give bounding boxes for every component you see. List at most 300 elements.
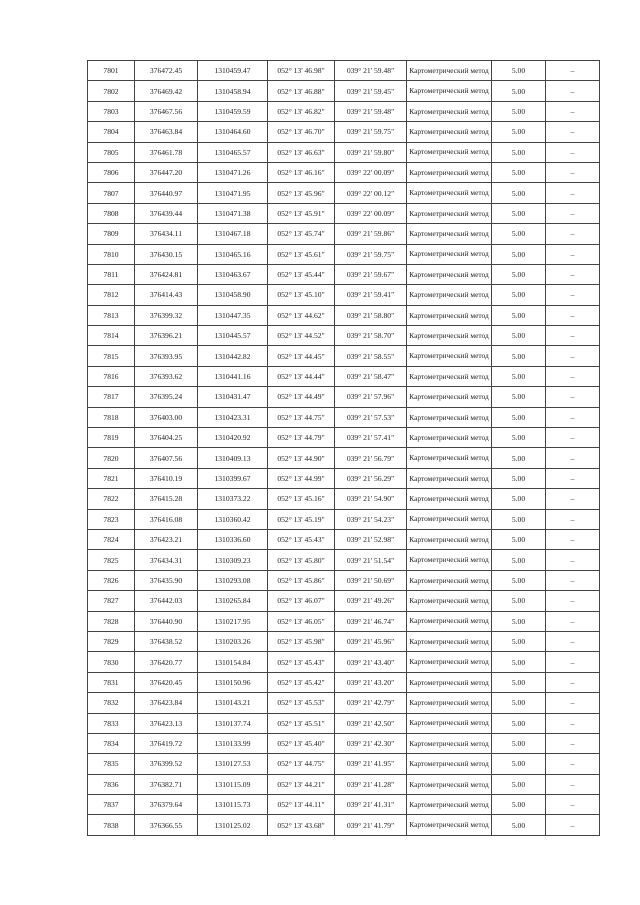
x-coordinate-cell: 376366.55	[135, 815, 198, 835]
method-cell: Картометрический метод	[407, 733, 492, 753]
latitude-cell: 052° 13' 44.11"	[268, 795, 335, 815]
latitude-cell: 052° 13' 45.74"	[268, 224, 335, 244]
y-coordinate-cell: 1310431.47	[198, 387, 268, 407]
accuracy-cell: 5.00	[492, 183, 546, 203]
method-cell: Картометрический метод	[407, 428, 492, 448]
y-coordinate-cell: 1310265.84	[198, 591, 268, 611]
point-number-cell: 7802	[88, 81, 135, 101]
longitude-cell: 039° 21' 57.96"	[335, 387, 407, 407]
point-number-cell: 7813	[88, 305, 135, 325]
longitude-cell: 039° 21' 59.48"	[335, 61, 407, 81]
latitude-cell: 052° 13' 46.16"	[268, 162, 335, 182]
point-number-cell: 7830	[88, 652, 135, 672]
table-row	[88, 468, 600, 488]
table-row	[88, 591, 600, 611]
table-row	[88, 529, 600, 549]
table-row	[88, 81, 600, 101]
table-row	[88, 366, 600, 386]
y-coordinate-cell: 1310458.90	[198, 285, 268, 305]
accuracy-cell: 5.00	[492, 285, 546, 305]
y-coordinate-cell: 1310133.99	[198, 733, 268, 753]
note-cell: –	[546, 305, 600, 325]
y-coordinate-cell: 1310127.53	[198, 754, 268, 774]
latitude-cell: 052° 13' 46.05"	[268, 611, 335, 631]
x-coordinate-cell: 376403.00	[135, 407, 198, 427]
table-row	[88, 774, 600, 794]
note-cell: –	[546, 448, 600, 468]
x-coordinate-cell: 376434.31	[135, 550, 198, 570]
note-cell: –	[546, 428, 600, 448]
longitude-cell: 039° 21' 59.67"	[335, 264, 407, 284]
latitude-cell: 052° 13' 45.80"	[268, 550, 335, 570]
accuracy-cell: 5.00	[492, 101, 546, 121]
method-cell: Картометрический метод	[407, 162, 492, 182]
latitude-cell: 052° 13' 46.63"	[268, 142, 335, 162]
latitude-cell: 052° 13' 44.45"	[268, 346, 335, 366]
y-coordinate-cell: 1310336.60	[198, 529, 268, 549]
note-cell: –	[546, 611, 600, 631]
x-coordinate-cell: 376461.78	[135, 142, 198, 162]
point-number-cell: 7809	[88, 224, 135, 244]
x-coordinate-cell: 376382.71	[135, 774, 198, 794]
table-row	[88, 672, 600, 692]
note-cell: –	[546, 591, 600, 611]
x-coordinate-cell: 376420.45	[135, 672, 198, 692]
x-coordinate-cell: 376415.28	[135, 489, 198, 509]
note-cell: –	[546, 550, 600, 570]
note-cell: –	[546, 407, 600, 427]
latitude-cell: 052° 13' 46.70"	[268, 122, 335, 142]
y-coordinate-cell: 1310445.57	[198, 326, 268, 346]
accuracy-cell: 5.00	[492, 407, 546, 427]
note-cell: –	[546, 122, 600, 142]
longitude-cell: 039° 21' 46.74"	[335, 611, 407, 631]
table-row	[88, 713, 600, 733]
method-cell: Картометрический метод	[407, 550, 492, 570]
y-coordinate-cell: 1310464.60	[198, 122, 268, 142]
method-cell: Картометрический метод	[407, 122, 492, 142]
note-cell: –	[546, 101, 600, 121]
method-cell: Картометрический метод	[407, 142, 492, 162]
table-row	[88, 407, 600, 427]
point-number-cell: 7805	[88, 142, 135, 162]
note-cell: –	[546, 509, 600, 529]
latitude-cell: 052° 13' 45.61"	[268, 244, 335, 264]
table-row	[88, 224, 600, 244]
x-coordinate-cell: 376395.24	[135, 387, 198, 407]
latitude-cell: 052° 13' 45.86"	[268, 570, 335, 590]
point-number-cell: 7837	[88, 795, 135, 815]
note-cell: –	[546, 326, 600, 346]
accuracy-cell: 5.00	[492, 448, 546, 468]
method-cell: Картометрический метод	[407, 244, 492, 264]
latitude-cell: 052° 13' 45.51"	[268, 713, 335, 733]
method-cell: Картометрический метод	[407, 326, 492, 346]
point-number-cell: 7804	[88, 122, 135, 142]
method-cell: Картометрический метод	[407, 264, 492, 284]
point-number-cell: 7808	[88, 203, 135, 223]
note-cell: –	[546, 672, 600, 692]
point-number-cell: 7834	[88, 733, 135, 753]
accuracy-cell: 5.00	[492, 387, 546, 407]
longitude-cell: 039° 22' 00.12"	[335, 183, 407, 203]
note-cell: –	[546, 733, 600, 753]
y-coordinate-cell: 1310447.35	[198, 305, 268, 325]
latitude-cell: 052° 13' 45.10"	[268, 285, 335, 305]
y-coordinate-cell: 1310154.84	[198, 652, 268, 672]
x-coordinate-cell: 376467.56	[135, 101, 198, 121]
x-coordinate-cell: 376379.64	[135, 795, 198, 815]
latitude-cell: 052° 13' 43.68"	[268, 815, 335, 835]
accuracy-cell: 5.00	[492, 795, 546, 815]
table-row	[88, 652, 600, 672]
longitude-cell: 039° 21' 43.40"	[335, 652, 407, 672]
latitude-cell: 052° 13' 44.44"	[268, 366, 335, 386]
table-row	[88, 101, 600, 121]
note-cell: –	[546, 224, 600, 244]
method-cell: Картометрический метод	[407, 285, 492, 305]
x-coordinate-cell: 376438.52	[135, 631, 198, 651]
method-cell: Картометрический метод	[407, 509, 492, 529]
table-row	[88, 244, 600, 264]
accuracy-cell: 5.00	[492, 142, 546, 162]
accuracy-cell: 5.00	[492, 570, 546, 590]
accuracy-cell: 5.00	[492, 693, 546, 713]
accuracy-cell: 5.00	[492, 346, 546, 366]
note-cell: –	[546, 366, 600, 386]
accuracy-cell: 5.00	[492, 631, 546, 651]
method-cell: Картометрический метод	[407, 754, 492, 774]
longitude-cell: 039° 21' 59.41"	[335, 285, 407, 305]
x-coordinate-cell: 376414.43	[135, 285, 198, 305]
longitude-cell: 039° 21' 59.75"	[335, 122, 407, 142]
latitude-cell: 052° 13' 45.42"	[268, 672, 335, 692]
note-cell: –	[546, 713, 600, 733]
method-cell: Картометрический метод	[407, 795, 492, 815]
accuracy-cell: 5.00	[492, 489, 546, 509]
method-cell: Картометрический метод	[407, 529, 492, 549]
x-coordinate-cell: 376469.42	[135, 81, 198, 101]
longitude-cell: 039° 21' 59.86"	[335, 224, 407, 244]
longitude-cell: 039° 21' 52.98"	[335, 529, 407, 549]
longitude-cell: 039° 21' 58.70"	[335, 326, 407, 346]
y-coordinate-cell: 1310442.82	[198, 346, 268, 366]
x-coordinate-cell: 376435.90	[135, 570, 198, 590]
latitude-cell: 052° 13' 46.88"	[268, 81, 335, 101]
note-cell: –	[546, 693, 600, 713]
longitude-cell: 039° 21' 41.28"	[335, 774, 407, 794]
table-row	[88, 122, 600, 142]
note-cell: –	[546, 815, 600, 835]
longitude-cell: 039° 22' 00.09"	[335, 203, 407, 223]
longitude-cell: 039° 21' 59.75"	[335, 244, 407, 264]
table-row	[88, 285, 600, 305]
latitude-cell: 052° 13' 45.44"	[268, 264, 335, 284]
y-coordinate-cell: 1310360.42	[198, 509, 268, 529]
longitude-cell: 039° 21' 56.29"	[335, 468, 407, 488]
longitude-cell: 039° 21' 41.95"	[335, 754, 407, 774]
longitude-cell: 039° 21' 42.50"	[335, 713, 407, 733]
accuracy-cell: 5.00	[492, 611, 546, 631]
point-number-cell: 7832	[88, 693, 135, 713]
x-coordinate-cell: 376420.77	[135, 652, 198, 672]
point-number-cell: 7806	[88, 162, 135, 182]
method-cell: Картометрический метод	[407, 652, 492, 672]
note-cell: –	[546, 203, 600, 223]
y-coordinate-cell: 1310115.73	[198, 795, 268, 815]
note-cell: –	[546, 631, 600, 651]
method-cell: Картометрический метод	[407, 203, 492, 223]
point-number-cell: 7827	[88, 591, 135, 611]
table-row	[88, 61, 600, 81]
point-number-cell: 7818	[88, 407, 135, 427]
point-number-cell: 7819	[88, 428, 135, 448]
note-cell: –	[546, 529, 600, 549]
note-cell: –	[546, 387, 600, 407]
y-coordinate-cell: 1310459.47	[198, 61, 268, 81]
table-row	[88, 183, 600, 203]
point-number-cell: 7817	[88, 387, 135, 407]
table-row	[88, 550, 600, 570]
note-cell: –	[546, 183, 600, 203]
x-coordinate-cell: 376447.20	[135, 162, 198, 182]
y-coordinate-cell: 1310399.67	[198, 468, 268, 488]
accuracy-cell: 5.00	[492, 61, 546, 81]
table-row	[88, 631, 600, 651]
table-row	[88, 305, 600, 325]
note-cell: –	[546, 81, 600, 101]
point-number-cell: 7836	[88, 774, 135, 794]
x-coordinate-cell: 376440.90	[135, 611, 198, 631]
latitude-cell: 052° 13' 44.62"	[268, 305, 335, 325]
x-coordinate-cell: 376419.72	[135, 733, 198, 753]
longitude-cell: 039° 21' 59.45"	[335, 81, 407, 101]
note-cell: –	[546, 652, 600, 672]
method-cell: Картометрический метод	[407, 611, 492, 631]
accuracy-cell: 5.00	[492, 264, 546, 284]
table-row	[88, 733, 600, 753]
longitude-cell: 039° 21' 49.26"	[335, 591, 407, 611]
note-cell: –	[546, 570, 600, 590]
table-row	[88, 795, 600, 815]
method-cell: Картометрический метод	[407, 346, 492, 366]
y-coordinate-cell: 1310458.94	[198, 81, 268, 101]
x-coordinate-cell: 376472.45	[135, 61, 198, 81]
note-cell: –	[546, 61, 600, 81]
x-coordinate-cell: 376416.08	[135, 509, 198, 529]
note-cell: –	[546, 162, 600, 182]
x-coordinate-cell: 376440.97	[135, 183, 198, 203]
accuracy-cell: 5.00	[492, 244, 546, 264]
table-row	[88, 428, 600, 448]
point-number-cell: 7814	[88, 326, 135, 346]
x-coordinate-cell: 376396.21	[135, 326, 198, 346]
y-coordinate-cell: 1310467.18	[198, 224, 268, 244]
method-cell: Картометрический метод	[407, 81, 492, 101]
note-cell: –	[546, 795, 600, 815]
x-coordinate-cell: 376430.15	[135, 244, 198, 264]
method-cell: Картометрический метод	[407, 693, 492, 713]
table-row	[88, 448, 600, 468]
accuracy-cell: 5.00	[492, 81, 546, 101]
accuracy-cell: 5.00	[492, 162, 546, 182]
method-cell: Картометрический метод	[407, 366, 492, 386]
method-cell: Картометрический метод	[407, 489, 492, 509]
note-cell: –	[546, 468, 600, 488]
x-coordinate-cell: 376434.11	[135, 224, 198, 244]
method-cell: Картометрический метод	[407, 815, 492, 835]
longitude-cell: 039° 21' 58.47"	[335, 366, 407, 386]
point-number-cell: 7838	[88, 815, 135, 835]
latitude-cell: 052° 13' 44.21"	[268, 774, 335, 794]
table-row	[88, 203, 600, 223]
table-row	[88, 264, 600, 284]
coordinates-table-body	[88, 61, 600, 836]
x-coordinate-cell: 376424.81	[135, 264, 198, 284]
longitude-cell: 039° 21' 42.79"	[335, 693, 407, 713]
x-coordinate-cell: 376393.62	[135, 366, 198, 386]
accuracy-cell: 5.00	[492, 652, 546, 672]
accuracy-cell: 5.00	[492, 122, 546, 142]
latitude-cell: 052° 13' 45.43"	[268, 652, 335, 672]
x-coordinate-cell: 376423.84	[135, 693, 198, 713]
x-coordinate-cell: 376423.13	[135, 713, 198, 733]
longitude-cell: 039° 21' 45.96"	[335, 631, 407, 651]
table-row	[88, 346, 600, 366]
table-row	[88, 489, 600, 509]
latitude-cell: 052° 13' 44.75"	[268, 754, 335, 774]
note-cell: –	[546, 142, 600, 162]
longitude-cell: 039° 21' 59.80"	[335, 142, 407, 162]
latitude-cell: 052° 13' 46.82"	[268, 101, 335, 121]
method-cell: Картометрический метод	[407, 101, 492, 121]
x-coordinate-cell: 376423.21	[135, 529, 198, 549]
y-coordinate-cell: 1310203.26	[198, 631, 268, 651]
accuracy-cell: 5.00	[492, 591, 546, 611]
latitude-cell: 052° 13' 44.79"	[268, 428, 335, 448]
longitude-cell: 039° 21' 58.80"	[335, 305, 407, 325]
latitude-cell: 052° 13' 44.99"	[268, 468, 335, 488]
point-number-cell: 7811	[88, 264, 135, 284]
method-cell: Картометрический метод	[407, 672, 492, 692]
note-cell: –	[546, 489, 600, 509]
accuracy-cell: 5.00	[492, 672, 546, 692]
longitude-cell: 039° 21' 57.41"	[335, 428, 407, 448]
method-cell: Картометрический метод	[407, 305, 492, 325]
x-coordinate-cell: 376393.95	[135, 346, 198, 366]
longitude-cell: 039° 21' 58.55"	[335, 346, 407, 366]
latitude-cell: 052° 13' 45.53"	[268, 693, 335, 713]
longitude-cell: 039° 21' 57.53"	[335, 407, 407, 427]
y-coordinate-cell: 1310143.21	[198, 693, 268, 713]
accuracy-cell: 5.00	[492, 428, 546, 448]
point-number-cell: 7824	[88, 529, 135, 549]
point-number-cell: 7823	[88, 509, 135, 529]
note-cell: –	[546, 264, 600, 284]
latitude-cell: 052° 13' 45.98"	[268, 631, 335, 651]
y-coordinate-cell: 1310459.59	[198, 101, 268, 121]
latitude-cell: 052° 13' 45.16"	[268, 489, 335, 509]
longitude-cell: 039° 21' 42.30"	[335, 733, 407, 753]
method-cell: Картометрический метод	[407, 224, 492, 244]
point-number-cell: 7835	[88, 754, 135, 774]
latitude-cell: 052° 13' 44.52"	[268, 326, 335, 346]
y-coordinate-cell: 1310423.31	[198, 407, 268, 427]
x-coordinate-cell: 376399.52	[135, 754, 198, 774]
y-coordinate-cell: 1310465.57	[198, 142, 268, 162]
method-cell: Картометрический метод	[407, 713, 492, 733]
point-number-cell: 7801	[88, 61, 135, 81]
table-row	[88, 509, 600, 529]
y-coordinate-cell: 1310137.74	[198, 713, 268, 733]
method-cell: Картометрический метод	[407, 448, 492, 468]
y-coordinate-cell: 1310471.38	[198, 203, 268, 223]
accuracy-cell: 5.00	[492, 529, 546, 549]
y-coordinate-cell: 1310471.26	[198, 162, 268, 182]
y-coordinate-cell: 1310217.95	[198, 611, 268, 631]
latitude-cell: 052° 13' 46.07"	[268, 591, 335, 611]
accuracy-cell: 5.00	[492, 509, 546, 529]
point-number-cell: 7807	[88, 183, 135, 203]
accuracy-cell: 5.00	[492, 224, 546, 244]
latitude-cell: 052° 13' 44.75"	[268, 407, 335, 427]
table-row	[88, 693, 600, 713]
y-coordinate-cell: 1310373.22	[198, 489, 268, 509]
point-number-cell: 7803	[88, 101, 135, 121]
y-coordinate-cell: 1310115.09	[198, 774, 268, 794]
y-coordinate-cell: 1310471.95	[198, 183, 268, 203]
method-cell: Картометрический метод	[407, 468, 492, 488]
point-number-cell: 7812	[88, 285, 135, 305]
method-cell: Картометрический метод	[407, 631, 492, 651]
latitude-cell: 052° 13' 45.96"	[268, 183, 335, 203]
y-coordinate-cell: 1310420.92	[198, 428, 268, 448]
longitude-cell: 039° 21' 50.69"	[335, 570, 407, 590]
point-number-cell: 7810	[88, 244, 135, 264]
table-row	[88, 326, 600, 346]
longitude-cell: 039° 21' 43.20"	[335, 672, 407, 692]
accuracy-cell: 5.00	[492, 203, 546, 223]
method-cell: Картометрический метод	[407, 774, 492, 794]
table-row	[88, 570, 600, 590]
point-number-cell: 7815	[88, 346, 135, 366]
x-coordinate-cell: 376399.32	[135, 305, 198, 325]
method-cell: Картометрический метод	[407, 387, 492, 407]
longitude-cell: 039° 21' 41.79"	[335, 815, 407, 835]
accuracy-cell: 5.00	[492, 815, 546, 835]
coordinates-table	[87, 60, 600, 836]
x-coordinate-cell: 376463.84	[135, 122, 198, 142]
note-cell: –	[546, 285, 600, 305]
latitude-cell: 052° 13' 46.98"	[268, 61, 335, 81]
accuracy-cell: 5.00	[492, 468, 546, 488]
method-cell: Картометрический метод	[407, 183, 492, 203]
point-number-cell: 7833	[88, 713, 135, 733]
y-coordinate-cell: 1310125.02	[198, 815, 268, 835]
longitude-cell: 039° 21' 59.48"	[335, 101, 407, 121]
longitude-cell: 039° 21' 54.90"	[335, 489, 407, 509]
longitude-cell: 039° 21' 51.54"	[335, 550, 407, 570]
accuracy-cell: 5.00	[492, 550, 546, 570]
point-number-cell: 7816	[88, 366, 135, 386]
point-number-cell: 7826	[88, 570, 135, 590]
method-cell: Картометрический метод	[407, 61, 492, 81]
accuracy-cell: 5.00	[492, 774, 546, 794]
y-coordinate-cell: 1310463.67	[198, 264, 268, 284]
y-coordinate-cell: 1310150.96	[198, 672, 268, 692]
longitude-cell: 039° 22' 00.09"	[335, 162, 407, 182]
longitude-cell: 039° 21' 54.23"	[335, 509, 407, 529]
